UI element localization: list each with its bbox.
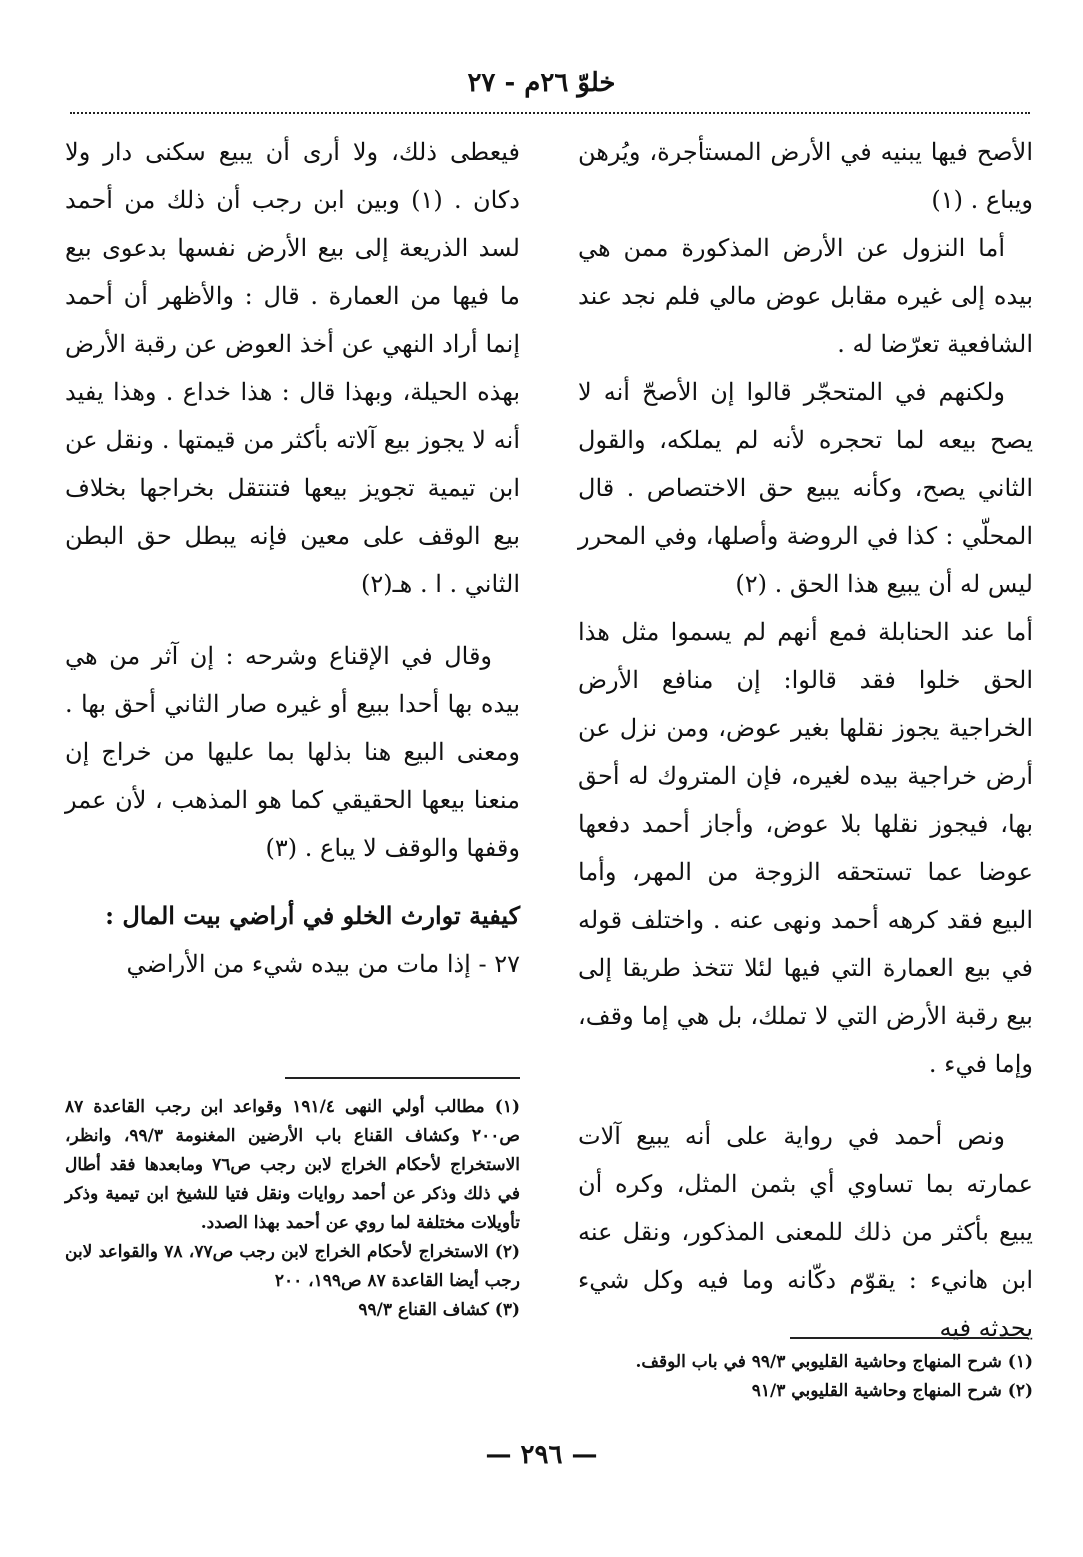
page-number: — ٢٩٦ — xyxy=(485,1440,598,1470)
footnotes-left xyxy=(65,1093,520,1325)
footnote-rule-right xyxy=(790,1337,1028,1339)
paragraph: فيعطى ذلك، ولا أرى أن يبيع سكنى دار ولا دكان . (١) وبين ابن رجب أن ذلك من أحمد لسد الذريعة إلى بيع الأرض نفسها بدعوى بيع ما فيها من العمارة . قال : والأظهر أن أحمد إنما أراد النهي عن أخذ العوض عن رقبة الأرض بهذه الحيلة، وبهذا قال : هذا خداع . وهذا يفيد أنه لا يجوز بيع آلاته بأكثر من قيمتها . ونقل عن ابن تيمية تجويز بيعها فتنتقل بخراجها بخلاف بيع الوقف على معين فإنه يبطل حق البطن الثاني . ا . هـ(٢) xyxy=(65,138,521,598)
footnote: (٣) كشاف القناع ٩٩/٣ xyxy=(358,1300,520,1320)
left-column xyxy=(65,128,520,988)
paragraph: وقال في الإقناع وشرحه : إن آثر من هي بيده بها أحدا ببيع أو غيره صار الثاني أحق بها . ومعنى البيع هنا بذلها بما عليها من خراج إن منعنا بيعها الحقيقي كما هو المذهب ، لأن عمر وقفها والوقف لا يباع . (٣) xyxy=(65,642,520,862)
paragraph-gap xyxy=(578,1088,1033,1112)
paragraph: ٢٧ - إذا مات من بيده شيء من الأراضي xyxy=(126,950,520,978)
footnote: (١) مطالب أولي النهى ١٩١/٤ وقواعد ابن رجب القاعدة ٨٧ ص٢٠٠ وكشاف القناع باب الأرضين المغنومة ٩٩/٣، وانظر، الاستخراج لأحكام الخراج لابن رجب ص٧٦ ومابعدها فقد أطال في ذلك وذكر عن أحمد روايات ونقل فتيا للشيخ ابن تيمية وذكر تأويلات مختلفة لما روي عن أحمد بهذا الصدد. xyxy=(65,1097,521,1233)
paragraph-gap xyxy=(65,608,520,632)
paragraph: أما النزول عن الأرض المذكورة ممن هي بيده إلى غيره مقابل عوض مالي فلم نجد عند الشافعية تعرّضا له . xyxy=(578,234,1033,358)
footnote-rule-left xyxy=(285,1077,520,1079)
header-dotted-rule xyxy=(70,112,1030,114)
paragraph: الأصح فيها يبنيه في الأرض المستأجرة، ويُرهن ويباع . (١) xyxy=(578,138,1033,214)
footnotes-right xyxy=(578,1348,1033,1406)
footnote: (١) شرح المنهاج وحاشية القليوبي ٩٩/٣ في باب الوقف. xyxy=(635,1352,1033,1372)
footnote: (٢) شرح المنهاج وحاشية القليوبي ٩١/٣ xyxy=(751,1381,1033,1401)
paragraph: ولكنهم في المتحجّر قالوا إن الأصحّ أنه لا يصح بيعه لما تحجره لأنه لم يملكه، والقول الثاني يصح، وكأنه يبيع حق الاختصاص . قال المحلّي : كذا في الروضة وأصلها، وفي المحرر ليس له أن يبيع هذا الحق . (٢) xyxy=(578,378,1033,598)
section-heading: كيفية توارث الخلو في أراضي بيت المال : xyxy=(105,901,520,930)
right-column xyxy=(578,128,1033,1352)
footnote: (٢) الاستخراج لأحكام الخراج لابن رجب ص٧٧، ٧٨ والقواعد لابن رجب أيضا القاعدة ٨٧ ص١٩٩، ٢٠٠ xyxy=(65,1242,521,1291)
running-header: خلوّ ٢٦م - ٢٧ xyxy=(467,68,616,98)
paragraph: ونص أحمد في رواية على أنه يبيع آلات عمارته بما تساوي أي بثمن المثل، وكره أن يبيع بأكثر من ذلك للمعنى المذكور، ونقل عنه ابن هانيء : يقوّم دكّانه وما فيه وكل شيء يحدثه فيه xyxy=(578,1122,1033,1342)
paragraph: أما عند الحنابلة فمع أنهم لم يسموا مثل هذا الحق خلوا فقد قالوا: إن منافع الأرض الخراجية يجوز نقلها بغير عوض، ومن نزل عن أرض خراجية بيده لغيره، فإن المتروك له أحق بها، فيجوز نقلها بلا عوض، وأجاز أحمد دفعها عوضا عما تستحقه الزوجة من المهر، وأما البيع فقد كرهه أحمد ونهى عنه . واختلف قوله في بيع العمارة التي فيها لئلا تتخذ طريقا إلى بيع رقبة الأرض التي لا تملك، بل هي إما وقف، وإما فيء . xyxy=(578,618,1033,1078)
